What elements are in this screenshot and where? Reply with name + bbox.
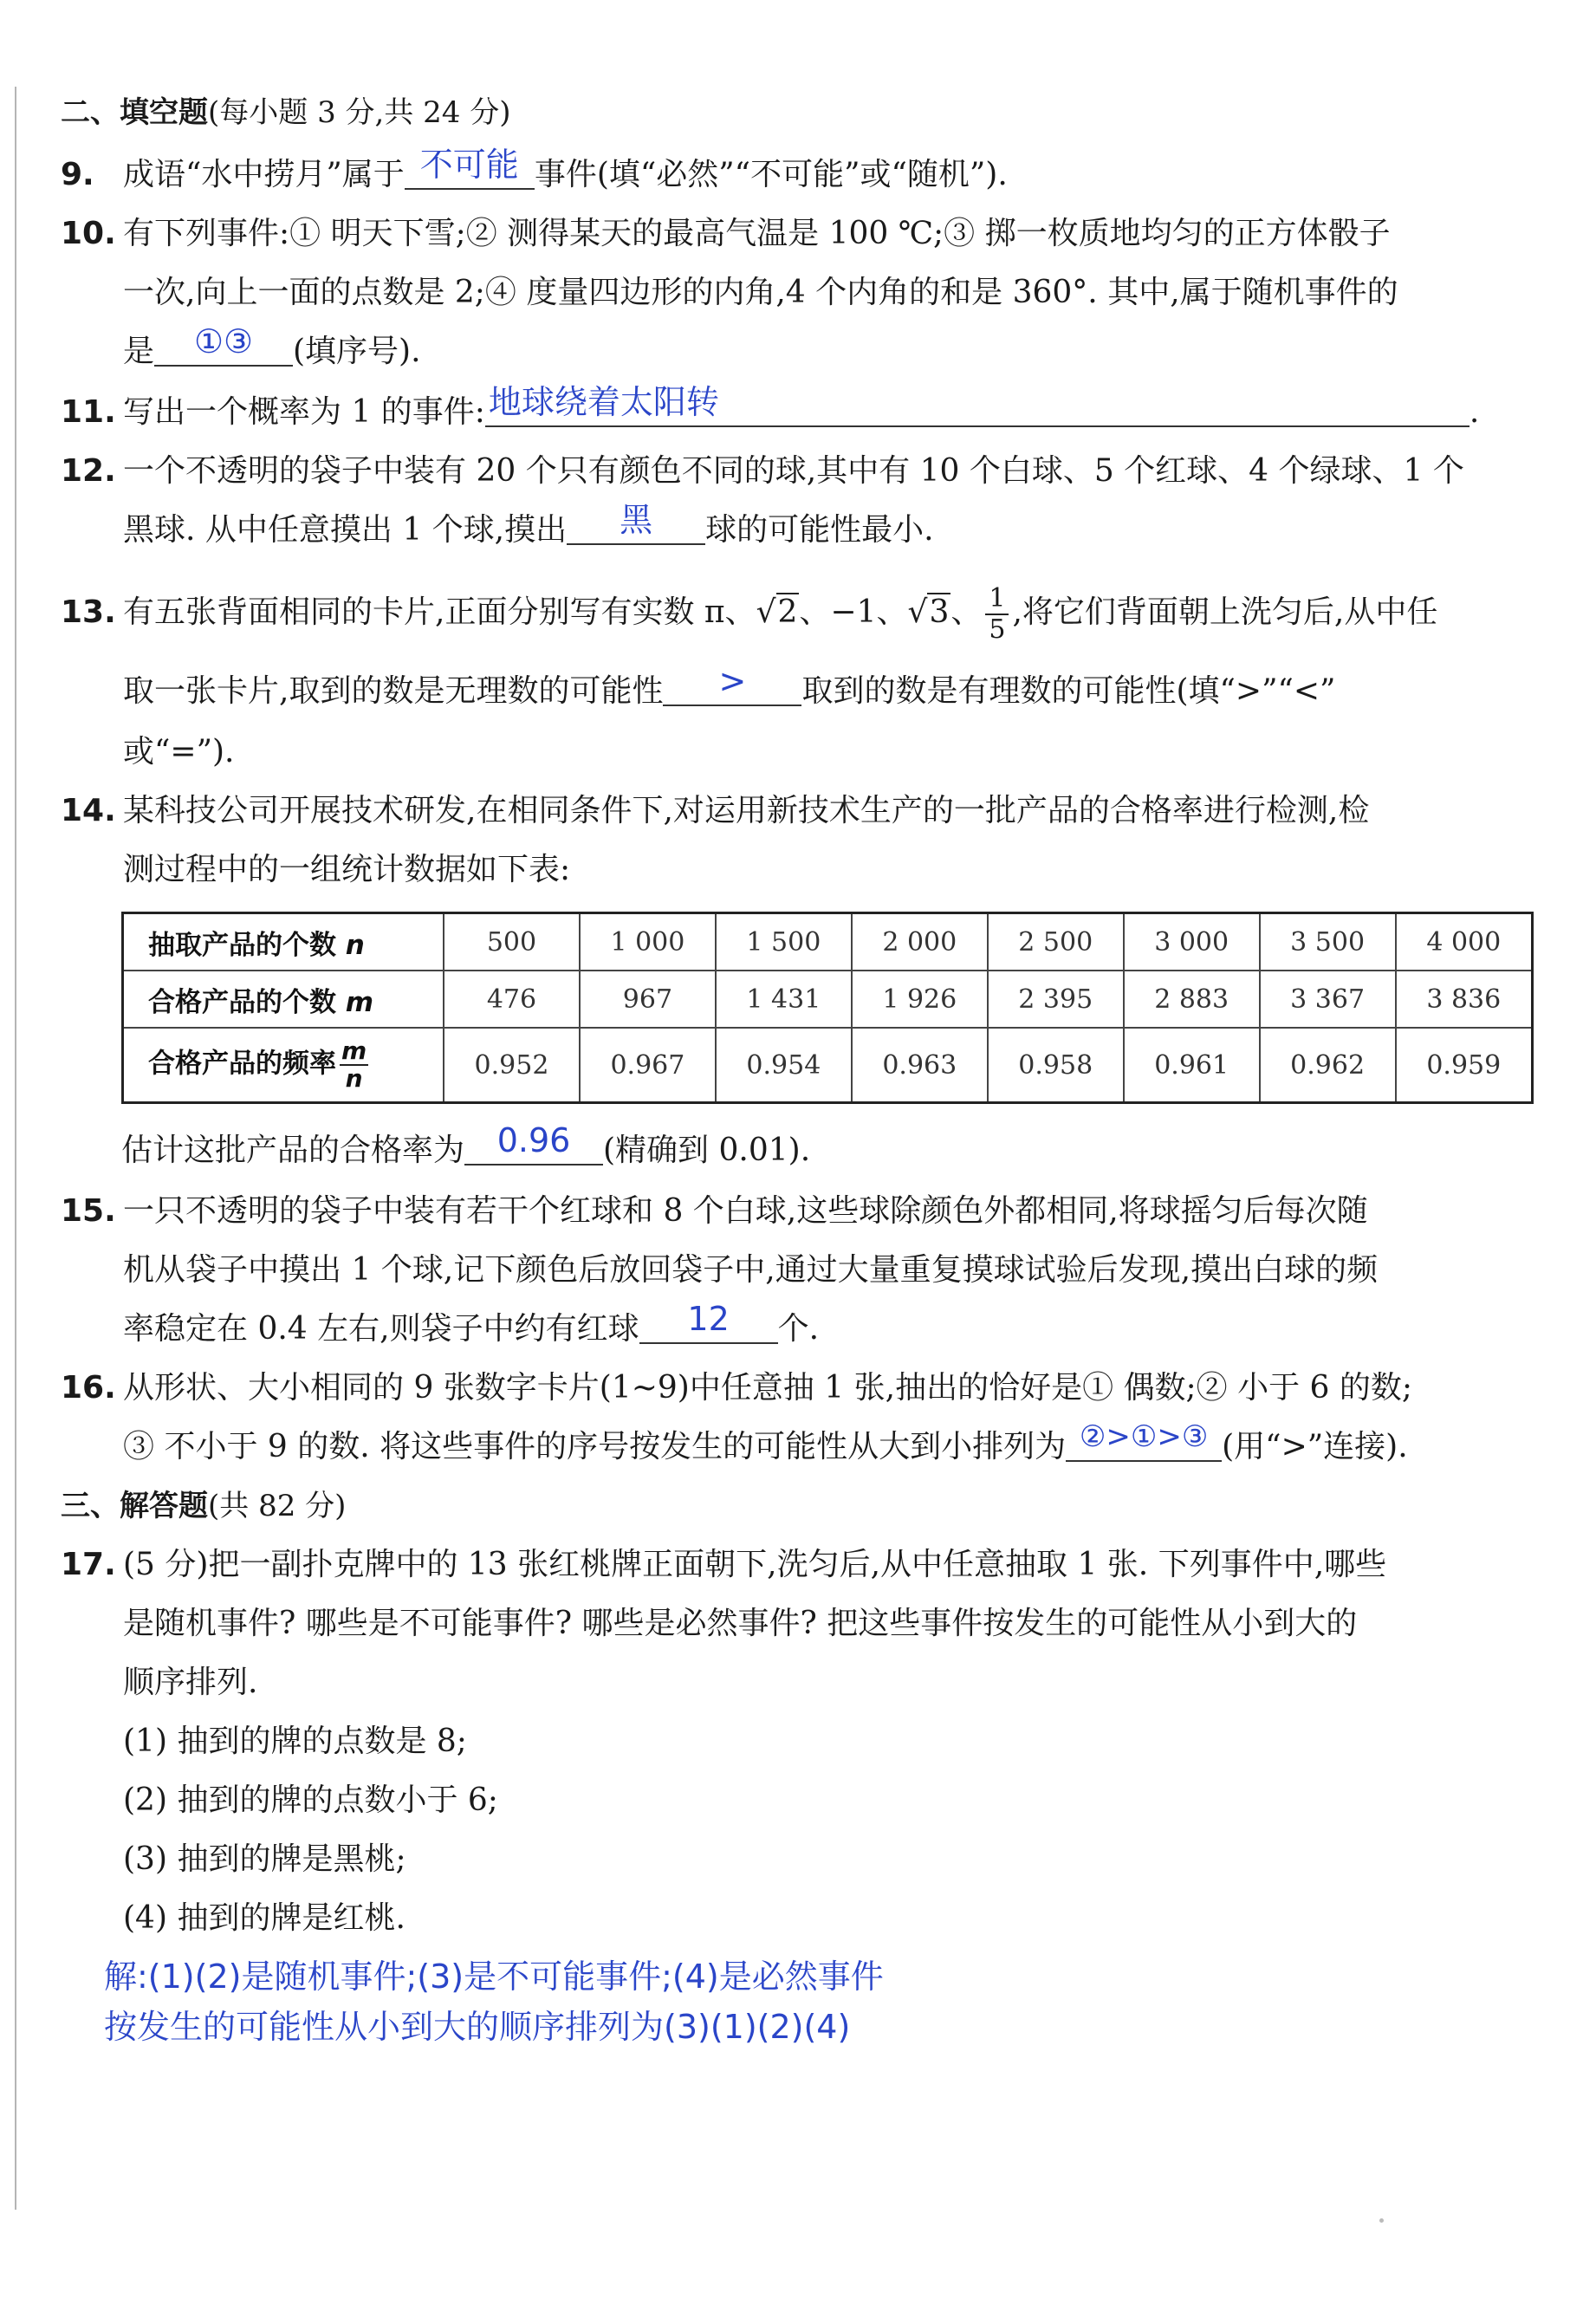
table-cell: 500 <box>444 913 580 971</box>
table-cell: 1 926 <box>852 971 988 1028</box>
table-cell: 476 <box>444 971 580 1028</box>
question-13-line-1 <box>61 584 1437 645</box>
table-row-n <box>123 913 1533 971</box>
q11-answer-blank[interactable] <box>485 383 1469 427</box>
q12-line-1: 一个不透明的袋子中装有 20 个只有颜色不同的球,其中有 10 个白球、5 个红球、4 个绿球、1 个 <box>123 453 1464 489</box>
q9-number: 9. <box>61 157 94 192</box>
section-2-title: 二、填空题 <box>61 95 208 130</box>
q11-text-a: 写出一个概率为 1 的事件: <box>123 394 485 430</box>
table-cell: 2 395 <box>988 971 1124 1028</box>
q10-answer: ①③ <box>193 322 254 360</box>
question-10-line-1 <box>61 213 1391 255</box>
q16-line-2a: ③ 不小于 9 的数. 将这些事件的序号按发生的可能性从大到小排列为 <box>123 1429 1067 1464</box>
q13-answer: > <box>718 662 747 700</box>
q14-estimate-b: (精确到 0.01). <box>603 1133 811 1168</box>
question-14-line-2 <box>123 849 570 891</box>
table-cell: 0.952 <box>444 1028 580 1103</box>
q14-answer: 0.96 <box>496 1121 571 1159</box>
table-cell: 1 000 <box>580 913 716 971</box>
q11-answer: 地球绕着太阳转 <box>488 383 719 421</box>
question-10-line-3 <box>123 322 421 373</box>
table-cell: 2 883 <box>1124 971 1260 1028</box>
q17-item-4: (4) 抽到的牌是红桃. <box>123 1900 405 1936</box>
table-row-m <box>123 971 1533 1028</box>
question-17-line-2 <box>123 1603 1357 1645</box>
table-cell: 0.962 <box>1260 1028 1396 1103</box>
question-15-line-2 <box>123 1250 1378 1291</box>
q17-item-1: (1) 抽到的牌的点数是 8; <box>123 1724 467 1759</box>
table-cell: 0.959 <box>1396 1028 1533 1103</box>
q16-answer-blank[interactable] <box>1066 1419 1222 1462</box>
q12-answer-blank[interactable] <box>567 501 705 545</box>
q15-line-3a: 率稳定在 0.4 左右,则袋子中约有红球 <box>123 1311 639 1347</box>
table-cell: 0.958 <box>988 1028 1124 1103</box>
q12-line-2b: 球的可能性最小. <box>705 512 934 548</box>
question-16-line-1 <box>61 1367 1412 1409</box>
question-17-line-3 <box>123 1662 257 1704</box>
fraction-m-over-n: $\frac{m}{n}$ <box>341 1036 367 1093</box>
table-cell: 0.963 <box>852 1028 988 1103</box>
question-14-line-1 <box>61 790 1369 832</box>
q17-line-2: 是随机事件? 哪些是不可能事件? 哪些是必然事件? 把这些事件按发生的可能性从小到大的 <box>123 1606 1358 1641</box>
question-13-line-3 <box>123 731 234 773</box>
q13-line-2a: 取一张卡片,取到的数是无理数的可能性 <box>123 673 664 709</box>
q14-number: 14. <box>61 793 116 828</box>
q15-number: 15. <box>61 1193 116 1229</box>
q15-answer: 12 <box>687 1300 730 1338</box>
q10-line-3b: (填序号). <box>293 334 421 369</box>
q17-item-3: (3) 抽到的牌是黑桃; <box>123 1841 406 1877</box>
q12-number: 12. <box>61 453 116 489</box>
q17-line-3: 顺序排列. <box>123 1665 258 1700</box>
row-header-m: 合格产品的个数 m <box>123 971 444 1028</box>
q15-answer-blank[interactable] <box>639 1300 778 1344</box>
q10-number: 10. <box>61 216 116 251</box>
question-15-line-3 <box>123 1300 820 1350</box>
row-header-n: 抽取产品的个数 n <box>123 913 444 971</box>
q16-line-2b: (用“>”连接). <box>1222 1429 1408 1464</box>
table-cell: 1 431 <box>716 971 852 1028</box>
q13-line-3: 或“=”). <box>123 734 235 769</box>
question-14-estimate <box>121 1121 811 1172</box>
question-10-line-2 <box>123 272 1398 314</box>
q13-line-1b: ,将它们背面朝上洗匀后,从中任 <box>1012 594 1438 630</box>
q9-answer: 不可能 <box>419 146 519 184</box>
q17-solution-line-2: 按发生的可能性从小到大的顺序排列为(3)(1)(2)(4) <box>104 2008 851 2046</box>
q17-number: 17. <box>61 1547 116 1582</box>
q9-text-b: 事件(填“必然”“不可能”或“随机”). <box>534 157 1008 192</box>
q9-text-a: 成语“水中捞月”属于 <box>123 157 405 192</box>
question-16-line-2 <box>123 1419 1408 1468</box>
scan-speck <box>1379 2218 1384 2223</box>
q12-line-2a: 黑球. 从中任意摸出 1 个球,摸出 <box>123 512 568 548</box>
section-2-sub: (每小题 3 分,共 24 分) <box>208 95 511 130</box>
q17-item-2: (2) 抽到的牌的点数小于 6; <box>123 1782 498 1818</box>
q15-line-3b: 个. <box>777 1311 820 1347</box>
table-cell: 3 000 <box>1124 913 1260 971</box>
question-11 <box>61 383 1480 433</box>
q10-line-1: 有下列事件:① 明天下雪;② 测得某天的最高气温是 100 ℃;③ 掷一枚质地均匀的正方体骰子 <box>123 216 1391 251</box>
q14-answer-blank[interactable] <box>464 1121 603 1165</box>
q17-line-1: (5 分)把一副扑克牌中的 13 张红桃牌正面朝下,洗匀后,从中任意抽取 1 张. 下列事件中,哪些 <box>123 1547 1387 1582</box>
question-15-line-1 <box>61 1191 1368 1232</box>
q14-line-1: 某科技公司开展技术研发,在相同条件下,对运用新技术生产的一批产品的合格率进行检测,检 <box>123 793 1370 828</box>
q13-line-2b: 取到的数是有理数的可能性(填“>”“<” <box>801 673 1336 709</box>
page-margin-line <box>15 87 16 2210</box>
q10-line-2: 一次,向上一面的点数是 2;④ 度量四边形的内角,4 个内角的和是 360°. 其中,属于随机事件的 <box>123 275 1398 310</box>
table-cell: 0.954 <box>716 1028 852 1103</box>
q15-line-1: 一只不透明的袋子中装有若干个红球和 8 个白球,这些球除颜色外都相同,将球摇匀后每次随 <box>123 1193 1368 1229</box>
q13-line-1a: 有五张背面相同的卡片,正面分别写有实数 π、 <box>123 594 756 630</box>
sqrt-2: √2 <box>756 594 798 630</box>
section-3-header <box>61 1485 346 1527</box>
question-13-line-2 <box>123 662 1336 712</box>
q16-number: 16. <box>61 1370 116 1406</box>
q16-answer: ②>①>③ <box>1079 1419 1209 1454</box>
sqrt-3: √3 <box>907 594 950 630</box>
q10-answer-blank[interactable] <box>154 322 293 367</box>
q13-answer-blank[interactable] <box>663 662 801 706</box>
q10-line-3a: 是 <box>123 334 155 369</box>
table-cell: 0.967 <box>580 1028 716 1103</box>
q14-estimate-a: 估计这批产品的合格率为 <box>121 1133 465 1168</box>
table-row-frequency <box>123 1028 1533 1103</box>
fraction-one-fifth: $\frac{1}{5}$ <box>985 584 1009 645</box>
table-cell: 0.961 <box>1124 1028 1260 1103</box>
q14-line-2: 测过程中的一组统计数据如下表: <box>123 852 571 887</box>
question-12-line-1 <box>61 451 1464 492</box>
q16-line-1: 从形状、大小相同的 9 张数字卡片(1~9)中任意抽 1 张,抽出的恰好是① 偶数;② 小于 6 的数; <box>123 1370 1413 1406</box>
q15-line-2: 机从袋子中摸出 1 个球,记下颜色后放回袋子中,通过大量重复摸球试验后发现,摸出白球的频 <box>123 1252 1379 1288</box>
statistics-table <box>121 912 1534 1104</box>
table-cell: 967 <box>580 971 716 1028</box>
table-cell: 4 000 <box>1396 913 1533 971</box>
section-3-sub: (共 82 分) <box>208 1489 347 1523</box>
table-cell: 1 500 <box>716 913 852 971</box>
q11-text-b: . <box>1469 394 1480 430</box>
question-17-line-1 <box>61 1544 1386 1586</box>
section-2-header <box>61 92 510 133</box>
table-cell: 3 836 <box>1396 971 1533 1028</box>
question-9 <box>61 146 1008 196</box>
table-cell: 3 500 <box>1260 913 1396 971</box>
table-cell: 2 500 <box>988 913 1124 971</box>
q13-sep-2: 、 <box>950 594 983 630</box>
section-3-title: 三、解答题 <box>61 1489 208 1523</box>
table-cell: 2 000 <box>852 913 988 971</box>
row-header-frequency: 合格产品的频率 $\frac{m}{n}$ <box>123 1028 444 1103</box>
q9-answer-blank[interactable] <box>405 146 535 190</box>
q11-number: 11. <box>61 394 116 430</box>
table-cell: 3 367 <box>1260 971 1396 1028</box>
q17-solution-line-1: 解:(1)(2)是随机事件;(3)是不可能事件;(4)是必然事件 <box>104 1958 884 1996</box>
question-12-line-2 <box>123 501 934 551</box>
q13-sep-1: 、−1、 <box>799 594 908 630</box>
q12-answer: 黑 <box>620 501 653 539</box>
q13-number: 13. <box>61 594 116 630</box>
